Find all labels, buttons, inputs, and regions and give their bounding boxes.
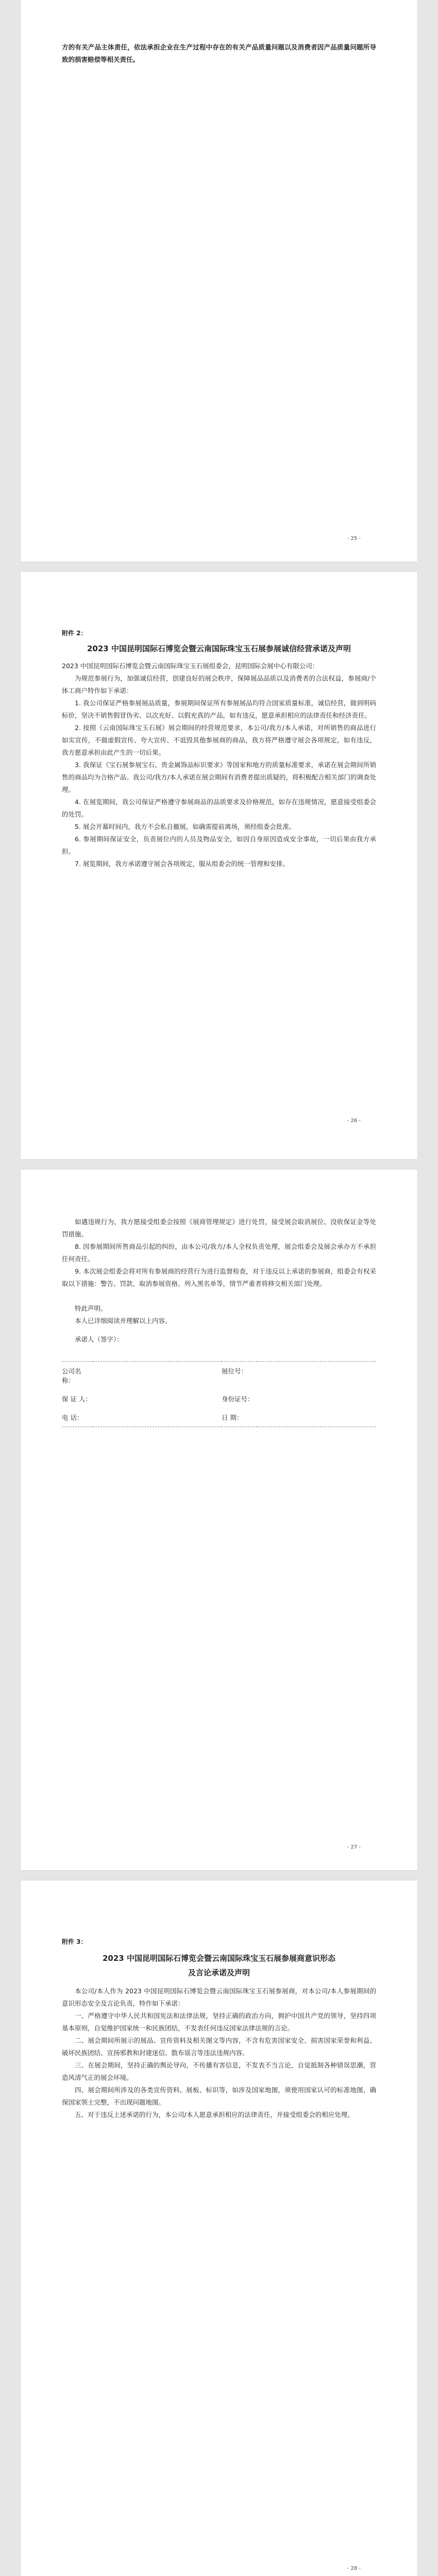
body-paragraph: 如遇违规行为，我方愿接受组委会按照《展商管理规定》进行处罚，接受展会取消展位、没收保证金等处罚措施。 — [62, 1218, 376, 1238]
attachment-label: 附件 3： — [62, 1938, 87, 1945]
intro-paragraph: 2023 中国昆明国际石博览会暨云南国际珠宝玉石展组委会，昆明国际会展中心有限公司： — [62, 662, 319, 670]
document-title: 2023 中国昆明国际石博览会暨云南国际珠宝玉石展参展商意识形态 — [103, 1954, 335, 1963]
page-number: - 28 - — [347, 2566, 361, 2571]
page-number: - 27 - — [347, 1844, 361, 1850]
item-paragraph: 三、在展会期间，坚持正确的舆论导向，不传播有害信息，不发表不当言论，自觉抵制各种错误思潮，营造风清气正的展会环境。 — [62, 2061, 376, 2081]
attachment-label: 附件 2： — [62, 630, 87, 637]
item-paragraph: 二、展会期间所展示的展品、宣传资料及相关图文等内容，不含有危害国家安全、损害国家荣誉和利益、破坏民族团结、宣扬邪教和封建迷信、散布谣言等违法违规内容。 — [62, 2037, 376, 2057]
closing-statement: 特此声明。 — [75, 1304, 107, 1312]
item-paragraph: 4. 在展览期间，我公司保证严格遵守参展商品的品质要求及价格规范，如存在违规情况，愿意接受组委会的处罚。 — [62, 798, 376, 818]
company-label: 公司名称： — [62, 1367, 81, 1384]
body-paragraph: 为规范参展行为，加强诚信经营，创建良好的展会秩序，保障展品品质以及消费者的合法权益，参展商/个体工商户特作如下承诺： — [62, 674, 376, 694]
page-number: - 26 - — [347, 1118, 361, 1124]
closing-statement: 本人已详细阅读并理解以上内容。 — [75, 1317, 172, 1325]
date-label: 日 期： — [222, 1414, 243, 1421]
booth-label: 展位号： — [222, 1367, 248, 1375]
item-paragraph: 5. 展会开幕时间内，我方不会私自撤展，如确需提前离场，须经组委会批准。 — [75, 823, 296, 831]
body-paragraph: 9. 本次展会组委会将对所有参展商的经营行为进行监督检查，对于违反以上承诺的参展商，组委会有权采取以下措施：警告、罚款、取消参展资格、列入黑名单等，情节严重者将移交相关部门处理。 — [62, 1267, 376, 1287]
item-paragraph: 四、展会期间所涉及的各类宣传资料、展板、标识等，如涉及国家地图，须使用国家认可的标准地图，确保国家领土完整，不出现问题地图。 — [62, 2086, 376, 2106]
phone-label: 电 话： — [62, 1414, 83, 1421]
intro-paragraph: 本公司/本人作为 2023 中国昆明国际石博览会暨云南国际珠宝玉石展参展商，对本公司/本人参展期间的意识形态安全及言论负责，特作如下承诺： — [62, 1987, 376, 2007]
document-title-line2: 及言论承诺及声明 — [188, 1968, 250, 1977]
guarantor-label: 保 证 人： — [62, 1395, 92, 1403]
document-page-2 — [21, 572, 417, 1159]
id-label: 身份证号： — [222, 1395, 254, 1403]
document-page-4 — [21, 1880, 417, 2576]
item-paragraph: 五、对于违反上述承诺的行为，本公司/本人愿意承担相应的法律责任，并接受组委会的相应处理。 — [75, 2111, 354, 2119]
item-paragraph: 1. 我公司保证严格参展展品质量，参展期间保证所有参展展品均符合国家质量标准，诚信经营，做到明码标价，坚决不销售假冒伪劣、以次充好、以假充真的产品，如有违反，愿意承担相应的法律责任和经济责任。 — [62, 699, 376, 719]
signature-line: 承诺人（签字）： — [75, 1335, 123, 1343]
body-paragraph: 8. 因参展期间所售商品引起的纠纷，由本公司/我方/本人全权负责处理，展会组委会及展会承办方不承担任何责任。 — [62, 1243, 376, 1263]
item-paragraph: 7. 展览期间，我方承诺遵守展会各项规定，服从组委会的统一管理和安排。 — [75, 860, 289, 868]
document-title: 2023 中国昆明国际石博览会暨云南国际珠宝玉石展参展诚信经营承诺及声明 — [87, 644, 351, 653]
document-page-1 — [21, 0, 417, 562]
page1-text: 方的有关产品主体责任，依法承担企业在生产过程中存在的有关产品质量问题以及消费者因产品质量问题所导致的损害赔偿等相关责任。 — [62, 43, 376, 63]
document-page-3 — [21, 1170, 417, 1870]
item-paragraph: 3. 我保证《宝石展参展宝石、贵金属饰品标识要求》等国家和地方的质量标准要求，承诺在展会期间所销售的商品均为合格产品。我公司/我方/本人承诺在展会期间有消费者提出质疑的，将积极配合相关部门的调查处理。 — [62, 761, 376, 793]
item-paragraph: 6. 参展期间保证安全，负责展位内的人员及物品安全，如因自身原因造成安全事故，一切后果由我方承担。 — [62, 835, 376, 855]
item-paragraph: 2. 按照《云南国际珠宝玉石展》展会期间的经营规范要求，本公司/我方/本人承诺，对所销售的商品进行如实宣传，不做虚假宣传、夸大宣传、不诋毁其他参展商的商品，我方将严格遵守展会各项规定，如有违反，我方愿意承担由此产生的一切后果。 — [62, 724, 376, 756]
page-number: - 25 - — [347, 536, 361, 541]
info-table — [62, 1361, 376, 1427]
item-paragraph: 一、严格遵守中华人民共和国宪法和法律法规，坚持正确的政治方向，拥护中国共产党的领导，坚持四项基本原则，自觉维护国家统一和民族团结，不发表任何违反国家法律法规的言论。 — [62, 2012, 376, 2032]
